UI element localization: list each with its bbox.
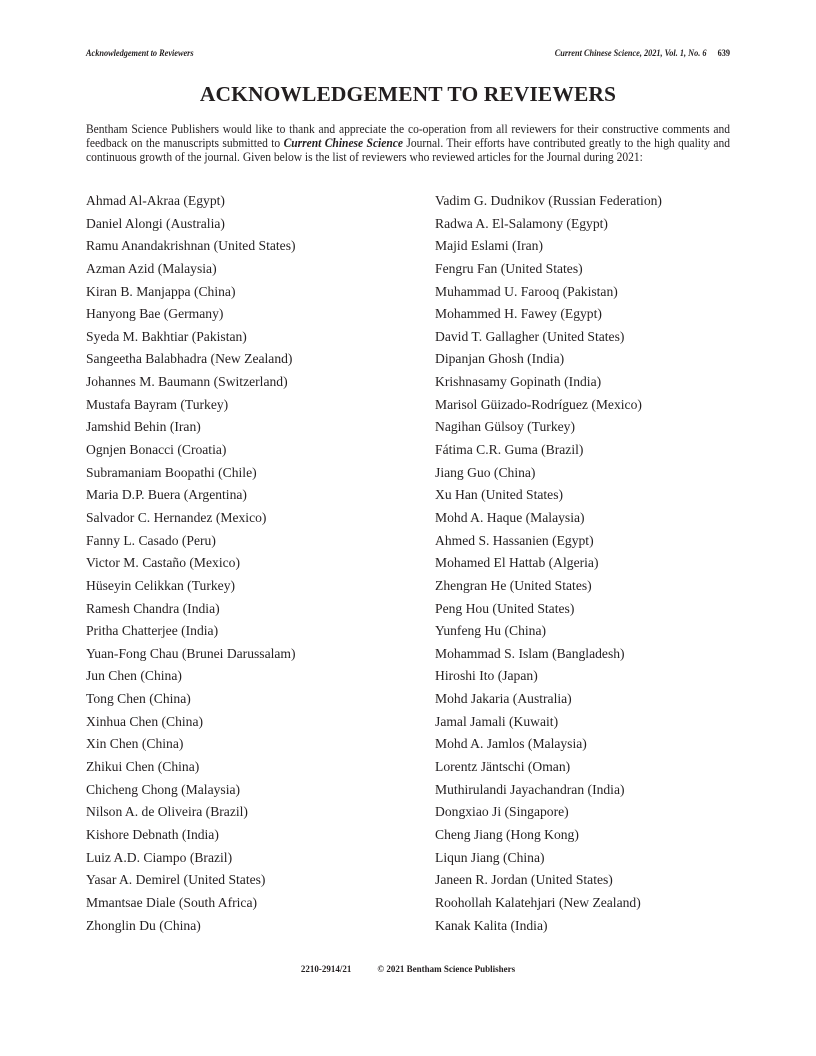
running-header-journal-info: [555, 48, 730, 58]
reviewer-item: Ognjen Bonacci (Croatia): [86, 442, 227, 458]
reviewer-item: Mohammed H. Fawey (Egypt): [435, 306, 602, 322]
intro-text-after: Journal. Their efforts have contributed greatly to the high quality and continuous growth of the journal. Given below is the list of reviewers who reviewed articles for the Journal during 2021:: [86, 135, 730, 164]
reviewer-item: Xu Han (United States): [435, 487, 564, 503]
reviewer-item: Xin Chen (China): [86, 736, 184, 752]
page-title: ACKNOWLEDGEMENT TO REVIEWERS: [199, 82, 617, 106]
reviewer-item: Krishnasamy Gopinath (India): [435, 374, 602, 390]
reviewer-item: Victor M. Castaño (Mexico): [86, 555, 240, 571]
reviewer-item: Syeda M. Bakhtiar (Pakistan): [86, 328, 247, 344]
reviewer-item: Xinhua Chen (China): [86, 713, 204, 729]
reviewer-item: Zhonglin Du (China): [86, 917, 201, 933]
running-header: [86, 48, 730, 58]
reviewer-column-left: [86, 192, 435, 939]
reviewer-item: Maria D.P. Buera (Argentina): [86, 487, 247, 503]
reviewer-item: Ahmed S. Hassanien (Egypt): [435, 532, 594, 548]
reviewer-item: Ramesh Chandra (India): [86, 600, 220, 616]
reviewer-item: Hüseyin Celikkan (Turkey): [86, 577, 236, 593]
reviewer-item: Tong Chen (China): [86, 691, 191, 707]
reviewer-item: Peng Hou (United States): [435, 600, 575, 616]
reviewer-item: Dipanjan Ghosh (India): [435, 351, 565, 367]
reviewer-item: Jun Chen (China): [86, 668, 182, 684]
reviewer-item: Vadim G. Dudnikov (Russian Federation): [435, 193, 662, 208]
intro-paragraph: [86, 123, 730, 165]
reviewer-item: Kanak Kalita (India): [435, 917, 548, 933]
reviewer-item: Jiang Guo (China): [435, 464, 536, 480]
reviewer-column-right: [435, 192, 730, 939]
reviewer-item: Dongxiao Ji (Singapore): [435, 804, 569, 820]
footer-issn: 2210-2914/21: [300, 964, 352, 974]
reviewer-item: Mohd Jakaria (Australia): [435, 691, 572, 707]
reviewer-item: Roohollah Kalatehjari (New Zealand): [435, 894, 641, 910]
intro-text-before: Bentham Science Publishers would like to thank and appreciate the co-operation from all reviewers for their constructive comments and feedback on the manuscripts submitted to: [86, 122, 730, 150]
reviewer-item: Mohd A. Jamlos (Malaysia): [435, 736, 587, 752]
reviewer-item: Kishore Debnath (India): [86, 826, 219, 842]
reviewer-item: Mohd A. Haque (Malaysia): [435, 509, 585, 525]
reviewer-item: Ramu Anandakrishnan (United States): [86, 238, 296, 254]
reviewer-item: Yunfeng Hu (China): [435, 623, 547, 639]
page-footer: [0, 964, 816, 974]
reviewer-item: Subramaniam Boopathi (Chile): [86, 464, 257, 480]
footer-copyright: © 2021 Bentham Science Publishers: [377, 964, 516, 974]
reviewer-item: Kiran B. Manjappa (China): [86, 283, 236, 299]
reviewer-item: Nagihan Gülsoy (Turkey): [435, 419, 575, 435]
reviewer-item: Fátima C.R. Guma (Brazil): [435, 442, 584, 458]
reviewer-item: Mohammad S. Islam (Bangladesh): [435, 645, 625, 661]
reviewer-item: Yasar A. Demirel (United States): [86, 872, 266, 888]
running-header-section: Acknowledgement to Reviewers: [86, 48, 194, 58]
reviewer-item: Cheng Jiang (Hong Kong): [435, 826, 579, 842]
reviewer-item: Radwa A. El-Salamony (Egypt): [435, 215, 608, 231]
reviewer-item: Johannes M. Baumann (Switzerland): [86, 374, 288, 390]
reviewer-item: Fengru Fan (United States): [435, 260, 583, 276]
reviewer-item: Jamal Jamali (Kuwait): [435, 713, 559, 729]
page-number: 639: [717, 48, 730, 58]
reviewer-item: Fanny L. Casado (Peru): [86, 532, 216, 548]
reviewer-item: Marisol Güizado-Rodríguez (Mexico): [435, 396, 642, 412]
reviewer-list: [86, 192, 730, 939]
journal-name: Current Chinese Science: [283, 135, 404, 150]
reviewer-item: Hiroshi Ito (Japan): [435, 668, 538, 684]
reviewer-item: Muthirulandi Jayachandran (India): [435, 781, 625, 797]
reviewer-item: Mohamed El Hattab (Algeria): [435, 555, 599, 571]
reviewer-item: Chicheng Chong (Malaysia): [86, 781, 241, 797]
reviewer-item: Luiz A.D. Ciampo (Brazil): [86, 849, 233, 865]
running-header-journal: Current Chinese Science, 2021, Vol. 1, No. 6: [554, 48, 707, 58]
reviewer-item: Daniel Alongi (Australia): [86, 215, 225, 231]
reviewer-item: Lorentz Jäntschi (Oman): [435, 759, 571, 775]
reviewer-item: Sangeetha Balabhadra (New Zealand): [86, 351, 293, 367]
reviewer-item: Nilson A. de Oliveira (Brazil): [86, 804, 248, 820]
reviewer-item: Yuan-Fong Chau (Brunei Darussalam): [86, 645, 296, 661]
reviewer-item: Azman Azid (Malaysia): [86, 260, 217, 276]
reviewer-item: Ahmad Al-Akraa (Egypt): [86, 193, 225, 208]
reviewer-item: Liqun Jiang (China): [435, 849, 545, 865]
reviewer-item: Mustafa Bayram (Turkey): [86, 396, 229, 412]
reviewer-item: Muhammad U. Farooq (Pakistan): [435, 283, 618, 299]
reviewer-item: Janeen R. Jordan (United States): [435, 872, 613, 888]
reviewer-item: Zhikui Chen (China): [86, 759, 200, 775]
reviewer-item: Majid Eslami (Iran): [435, 238, 543, 254]
reviewer-item: Zhengran He (United States): [435, 577, 592, 593]
reviewer-item: Pritha Chatterjee (India): [86, 623, 219, 639]
reviewer-item: Salvador C. Hernandez (Mexico): [86, 509, 267, 525]
reviewer-item: Mmantsae Diale (South Africa): [86, 894, 258, 910]
reviewer-item: Jamshid Behin (Iran): [86, 419, 201, 435]
reviewer-item: David T. Gallagher (United States): [435, 328, 625, 344]
reviewer-item: Hanyong Bae (Germany): [86, 306, 224, 322]
